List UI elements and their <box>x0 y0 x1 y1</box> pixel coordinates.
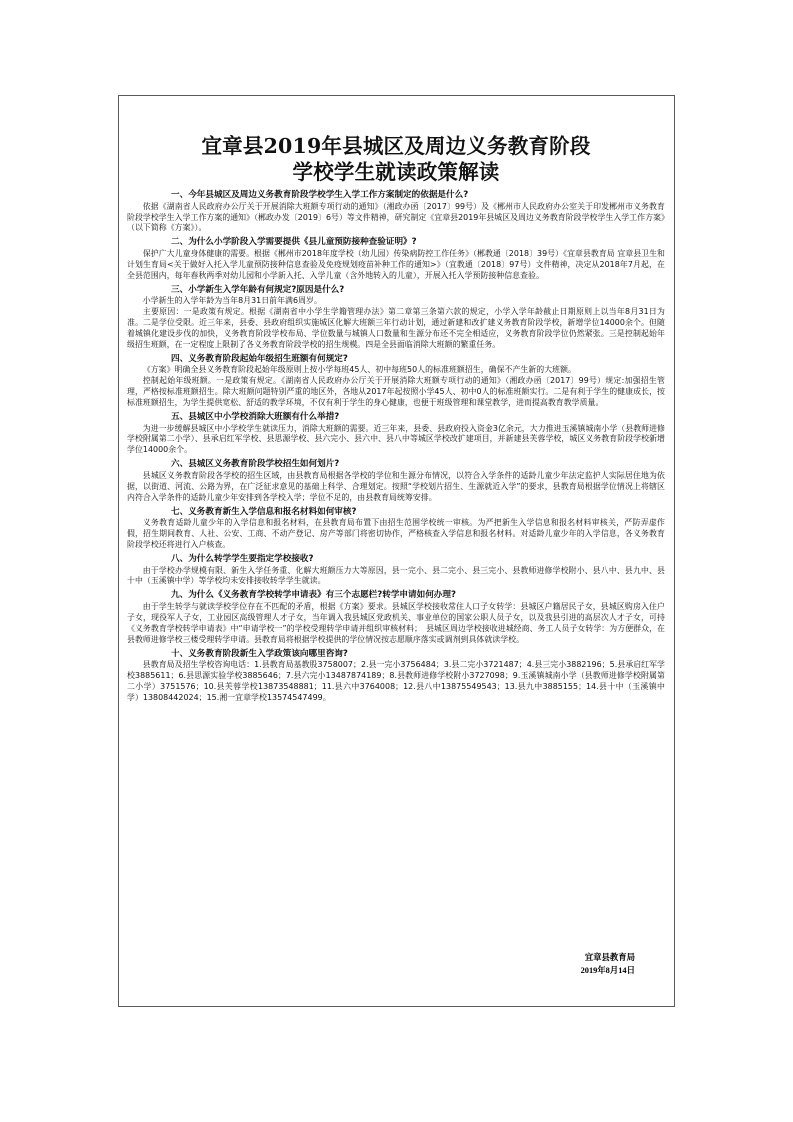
section-6 <box>127 459 665 503</box>
section-paragraph: 《方案》明确全县义务教育阶段起始年级原则上按小学每班45人、初中每班50人的标准班额招生，确保不产生新的大班额。 <box>142 365 576 375</box>
title-line-2: 学校学生就读政策解读 <box>292 160 500 184</box>
section-paragraph: 由于学校办学规模有限、新生入学任务重、化解大班额压力大等原因，县一完小、县二完小、县三完小、县教师进修学校附小、县八中、县九中、县十中（玉溪镇中学）等学校均未安排接收转学学生就读。 <box>127 565 665 586</box>
section-paragraph: 县城区义务教育阶段各学校的招生区域，由县教育局根据各学校的学位和生源分布情况，以符合入学条件的适龄儿童少年法定监护人实际居住地为依据，以街道、河流、公路为界，在广泛征求意见的基础上科学、合理划定。按照“学校划片招生、生源就近入学”的要求，县教育局根据学位情况上将辖区内符合入学条件的适龄儿童少年安排到各学校入学；学位不足的，由县教育局统筹安排。 <box>127 470 665 502</box>
section-3 <box>127 285 665 351</box>
section-question: 二、为什么小学阶段入学需要提供《县儿童预防接种查验证明》? <box>171 237 417 248</box>
section-10 <box>127 649 665 704</box>
section-paragraph: 为进一步缓解县城区中小学校学生就读压力，消除大班额的需要。近三年来，县委、县政府投入资金3亿余元，大力推进玉溪镇城南小学（县教师进修学校附属第二小学）、县承启红军学校、县思源学校、县六完小、县六中、县八中等城区学校改扩建项目，并新建县芙蓉学校，城区义务教育阶段学校新增学位14000余个。 <box>127 423 665 455</box>
section-question: 四、义务教育阶段起始年级招生班额有何规定? <box>171 353 348 364</box>
section-question: 九、为什么《义务教育学校转学申请表》有三个志愿栏?转学申请如何办理? <box>171 590 456 601</box>
sections <box>127 190 665 704</box>
section-7 <box>127 507 665 551</box>
section-1 <box>127 190 665 234</box>
section-question: 六、县城区义务教育阶段学校招生如何划片? <box>171 459 340 470</box>
signature-org: 宜章县教育局 <box>584 953 635 962</box>
section-paragraph: 控制起始年级班额。一是政策有规定。《湖南省人民政府办公厅关于开展消除大班额专项行动的通知》（湘政办函〔2017〕99号）规定:加强招生管理，严格按标准班额招生。除大班额问题特别严重的地区外，各地从2017年起按照小学45人、初中0人的标准班额实行。二是有利于学生的健康成长，按标准班额招生，为学生提供宽松、舒适的教学环境，不仅有利于学生的身心健康，也便于班级管理和课堂教学，进而提高教育教学质量。 <box>127 376 665 408</box>
section-question: 三、小学新生入学年龄有何规定?原因是什么? <box>171 284 345 295</box>
section-paragraph: 保护广大儿童身体健康的需要。根据《郴州市2018年度学校（幼儿园）传染病防控工作任务》（郴教通〔2018〕39号）《宜章县教育局 宜章县卫生和计划生育局<关于做好入托入学儿童预防接种信息查验及免疫规划疫苗补种工作的通知>》（宜教通〔2018〕97号）文件精神，决定从2018年7月起，在全县范围内，每年春秋两季对幼儿园和小学新入托、入学儿童（含外地转入的儿童），开展入托入学预防接种信息查验。 <box>127 248 665 280</box>
section-8 <box>127 554 665 587</box>
section-paragraph: 小学新生的入学年龄为当年8月31日前年满6周岁。 <box>142 296 322 306</box>
section-paragraph: 县教育局及招生学校咨询电话：1.县教育局基教股3758007；2.县一完小3756484；3.县二完小3721487；4.县三完小3882196；5.县承启红军学校3885611；6.县思源实验学校3885646；7.县六完小13487874189；8.县教师进修学校附小3727098；9.玉溪镇城南小学（县教师进修学校附属第二小学）3751576；10.县芙蓉学校13873548881；11.县六中3764008；12.县八中13875549543；13.县九中3885155；14.县十中（玉溪镇中学）13808442024；15.湘一宜章学校13574547499。 <box>127 660 665 702</box>
signature-date: 2019年8月14日 <box>580 966 635 975</box>
section-question: 七、义务教育新生入学信息和报名材料如何审核? <box>171 506 357 517</box>
section-paragraph: 主要原因：一是政策有规定。根据《湖南省中小学生学籍管理办法》第二章第三条第六款的规定，小学入学年龄截止日期原则上以当年8月31日为准。二是学位受限。近三年来，县委、县政府组织实施城区化解大班额三年行动计划，通过新建和改扩建义务教育阶段学校，新增学位14000余个。但随着城镇化建设步伐的加快，义务教育阶段学校布局、学位数量与城镇人口数量和生源分布还不完全相适应，义务教育阶段学位仍然紧张。三是控制起始年级招生班额，在一定程度上限制了各义务教育阶段学校的招生规模。四是全县面临消除大班额的繁重任务。 <box>127 307 665 349</box>
title-line-1: 宜章县2019年县城区及周边义务教育阶段 <box>201 134 591 158</box>
section-2 <box>127 237 665 281</box>
document-title <box>127 133 665 185</box>
section-paragraph: 由于学生转学与就读学校学位存在不匹配的矛盾，根据《方案》要求。县城区学校接收常住人口子女转学：县城区户籍居民子女，县城区购房入住户子女，现役军人子女，工业园区高级管理人才子女，当年调入我县城区党政机关、事业单位的国家公职人员子女，以及我县引进的高层次人才子女，可持《义务教育学校转学申请表》中“申请学校一”的学校受理转学申请并组织审核材料； 县城区周边学校接收进城经商、务工人员子女转学：为方便群众，在县教师进修学校三楼受理转学申请。县教育局将根据学校提供的学位情况按志愿顺序落实或调剂到具体就读学校。 <box>127 601 665 644</box>
section-paragraph: 依据《湖南省人民政府办公厅关于开展消除大班额专项行动的通知》（湘政办函〔2017〕99号）及《郴州市人民政府办公室关于印发郴州市义务教育阶段学校学生入学工作方案的通知》（郴政办发〔2019〕6号）等文件精神，研究制定《宜章县2019年县城区及周边义务教育阶段学校学生入学工作方案》（以下简称《方案》）。 <box>127 201 665 233</box>
section-question: 五、县城区中小学校消除大班额有什么举措? <box>171 411 340 422</box>
section-9 <box>127 590 665 645</box>
section-question: 十、义务教育阶段新生入学政策该向哪里咨询? <box>171 648 348 659</box>
section-question: 一、今年县城区及周边义务教育阶段学校学生入学工作方案制定的依据是什么? <box>171 190 469 200</box>
section-4 <box>127 354 665 409</box>
section-paragraph: 义务教育适龄儿童少年的入学信息和报名材料，在县教育局布置下由招生范围学校统一审核。为严把新生入学信息和报名材料审核关，严防弄虚作假，招生期间教育、人社、公安、工商、不动产登记、房产等部门将密切协作，严格核查入学信息和报名材料。对适龄儿童少年的入学信息，各义务教育阶段学校还将进行入户核查。 <box>127 518 665 549</box>
section-5 <box>127 412 665 456</box>
policy-document <box>127 133 665 704</box>
section-question: 八、为什么转学学生要指定学校接收? <box>171 553 314 564</box>
